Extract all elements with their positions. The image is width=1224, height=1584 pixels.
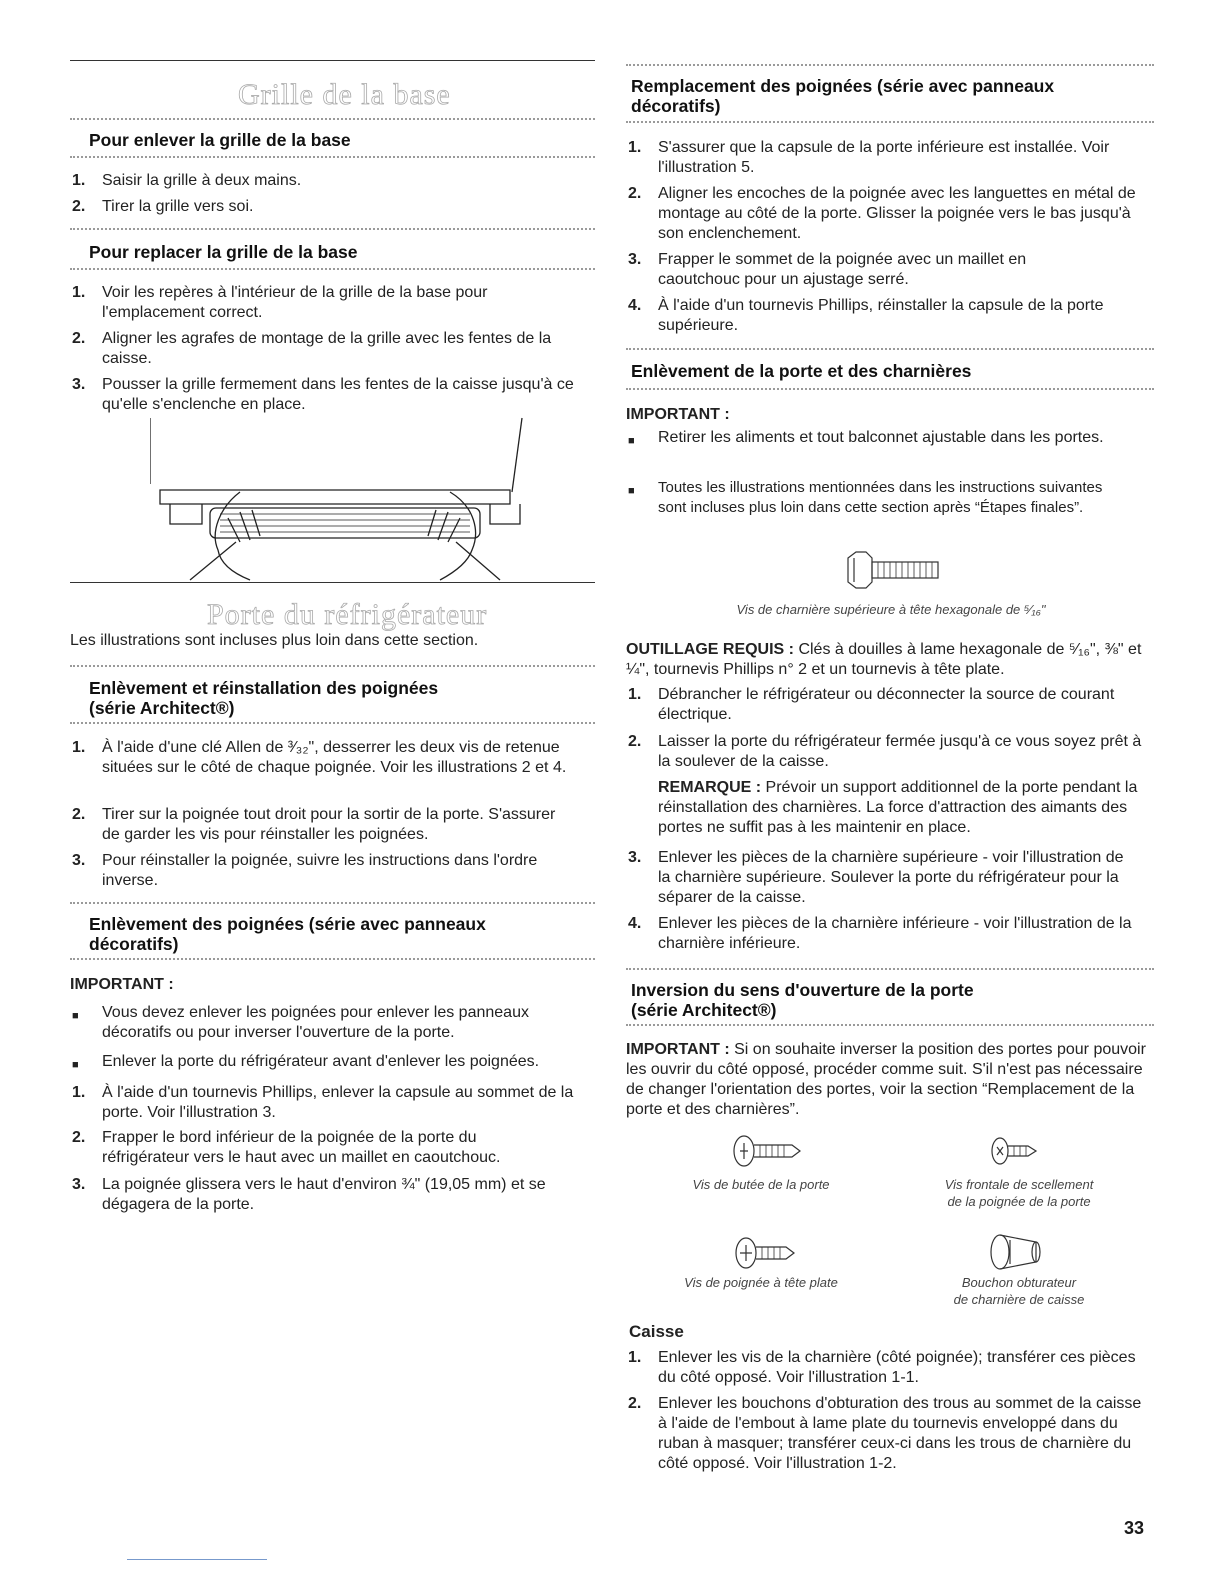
divider	[626, 64, 1154, 66]
bullet-item: ■ Vous devez enlever les poignées pour enlever les panneaux décoratifs ou pour inverser l'ouverture de la porte.	[72, 1004, 529, 1041]
caption-flat-head-screw: Vis de poignée à tête plate	[684, 1275, 838, 1290]
heading-panel-handles-replace: Remplacement des poignées (série avec panneaux décoratifs)	[631, 76, 1055, 116]
bullet-item: ■ Retirer les aliments et tout balconnet ajustable dans les portes.	[628, 429, 1104, 447]
divider	[70, 268, 595, 270]
flat-head-screw-icon	[734, 1236, 798, 1270]
heading-reverse-door: Inversion du sens d'ouverture de la porte (série Architect®)	[631, 980, 974, 1020]
list-item: 4. À l'aide d'un tournevis Phillips, réinstaller la capsule de la porte supérieure.	[628, 297, 1104, 334]
list-item: 2. Frapper le bord inférieur de la poignée de la porte du réfrigérateur vers le haut avec un maillet en caoutchouc.	[72, 1129, 501, 1166]
important-label: IMPORTANT :	[70, 976, 174, 993]
divider	[626, 1024, 1154, 1026]
footer-rule	[127, 1559, 267, 1560]
list-item: 1. Saisir la grille à deux mains.	[72, 172, 302, 189]
list-item: 2. Aligner les agrafes de montage de la grille avec les fentes de la caisse.	[72, 330, 552, 367]
grille-illustration	[150, 412, 550, 582]
heading-door-removal: Enlèvement de la porte et des charnières	[631, 361, 972, 381]
important-label: IMPORTANT :	[626, 406, 730, 423]
heading-panel-handles-removal: Enlèvement des poignées (série avec panneaux décoratifs)	[89, 914, 486, 954]
hex-screw-icon	[844, 550, 940, 590]
list-item: 2. Tirer sur la poignée tout droit pour la sortir de la porte. S'assurer de garder les vis pour réinstaller les poignées.	[72, 806, 556, 843]
bullet-item: ■ Toutes les illustrations mentionnées dans les instructions suivantes sont incluses plus loin dans cette section après “Étapes finales”.	[628, 479, 1103, 516]
caption-door-stop-screw: Vis de butée de la porte	[692, 1177, 830, 1192]
divider	[70, 665, 595, 667]
divider	[626, 388, 1154, 390]
door-stop-screw-icon	[732, 1134, 802, 1168]
list-item: 2. Laisser la porte du réfrigérateur fermée jusqu'à ce vous soyez prêt à la soulever de la caisse.	[628, 733, 1142, 770]
caption-hinge-plug: Bouchon obturateur de charnière de caisse	[953, 1275, 1085, 1307]
caption-handle-seal-screw: Vis frontale de scellement de la poignée de la porte	[944, 1177, 1094, 1209]
list-item: 3. Enlever les pièces de la charnière supérieure - voir l'illustration de la charnière supérieure. Soulever la porte du réfrigérateur pour la séparer de la caisse.	[628, 849, 1124, 906]
divider	[70, 958, 595, 960]
list-item: 1. Voir les repères à l'intérieur de la grille de la base pour l'emplacement correct.	[72, 284, 488, 321]
list-item: 3. La poignée glissera vers le haut d'environ ¾" (19,05 mm) et se dégagera de la porte.	[72, 1176, 546, 1213]
list-item: 2. Tirer la grille vers soi.	[72, 198, 254, 215]
section-intro: Les illustrations sont incluses plus loin dans cette section.	[70, 632, 479, 649]
list-item: 1. À l'aide d'une clé Allen de ³⁄₃₂", desserrer les deux vis de retenue situées sur le côté de chaque poignée. Voir les illustrations 2 et 4.	[72, 739, 567, 776]
heading-replace-grille: Pour replacer la grille de la base	[89, 242, 358, 262]
divider	[70, 156, 595, 158]
heading-remove-grille: Pour enlever la grille de la base	[89, 130, 351, 150]
list-item: 4. Enlever les pièces de la charnière inférieure - voir l'illustration de la charnière inférieure.	[628, 915, 1132, 952]
important-note: IMPORTANT : Si on souhaite inverser la position des portes pour pouvoir les ouvrir du côté opposé, procéder comme suit. S'il n'est pas nécessaire de changer l'orientation des portes, voir la section “Remplacement de la porte et des charnières”.	[626, 1041, 1146, 1118]
divider	[70, 118, 595, 120]
note: REMARQUE : Prévoir un support additionnel de la porte pendant la réinstallation des charnières. La force d'attraction des aimants des portes ne suffit pas à les maintenir en place.	[658, 779, 1138, 836]
list-item: 1. Débrancher le réfrigérateur ou déconnecter la source de courant électrique.	[628, 686, 1115, 723]
list-item: 1. À l'aide d'un tournevis Phillips, enlever la capsule au sommet de la porte. Voir l'illustration 3.	[72, 1084, 574, 1121]
list-item: 1. Enlever les vis de la charnière (côté poignée); transférer ces pièces du côté opposé. Voir l'illustration 1-1.	[628, 1349, 1136, 1386]
heading-architect-handles: Enlèvement et réinstallation des poignées (série Architect®)	[89, 678, 439, 718]
section-title-porte: Porte du réfrigérateur	[207, 598, 488, 631]
heading-caisse: Caisse	[629, 1322, 684, 1341]
list-item: 1. S'assurer que la capsule de la porte inférieure est installée. Voir l'illustration 5.	[628, 139, 1110, 176]
divider	[70, 902, 595, 904]
section-rule	[70, 60, 595, 61]
hinge-plug-icon	[988, 1232, 1046, 1272]
list-item: 2. Enlever les bouchons d'obturation des trous au sommet de la caisse à l'aide de l'embout à lame plate du tournevis enveloppé dans du ruban à masquer; transférer ceux-ci dans les trous de charnière du côté opposé. Voir l'illustration 1-2.	[628, 1395, 1142, 1472]
bullet-item: ■ Enlever la porte du réfrigérateur avant d'enlever les poignées.	[72, 1053, 540, 1071]
divider	[70, 722, 595, 724]
section-rule	[70, 582, 595, 583]
list-item: 3. Frapper le sommet de la poignée avec un maillet en caoutchouc pour un ajustage serré.	[628, 251, 1027, 288]
list-item: 3. Pousser la grille fermement dans les fentes de la caisse jusqu'à ce qu'elle s'enclenche en place.	[72, 376, 574, 413]
list-item: 3. Pour réinstaller la poignée, suivre les instructions dans l'ordre inverse.	[72, 852, 538, 889]
tools-required: OUTILLAGE REQUIS : Clés à douilles à lame hexagonale de ⁵⁄₁₆", ⅜" et ¼", tournevis Phillips n° 2 et un tournevis à tête plate.	[626, 641, 1142, 678]
divider	[626, 121, 1154, 123]
handle-seal-screw-icon	[990, 1136, 1038, 1166]
page-number: 33	[1124, 1518, 1145, 1538]
divider	[626, 968, 1154, 970]
caption-hex-screw: Vis de charnière supérieure à tête hexagonale de ⁵⁄₁₆"	[736, 602, 1046, 617]
divider	[626, 348, 1154, 350]
list-item: 2. Aligner les encoches de la poignée avec les languettes en métal de montage au côté de la porte. Glisser la poignée vers le bas jusqu'à son enclenchement.	[628, 185, 1136, 242]
section-title-grille: Grille de la base	[238, 78, 451, 111]
divider	[70, 228, 595, 230]
